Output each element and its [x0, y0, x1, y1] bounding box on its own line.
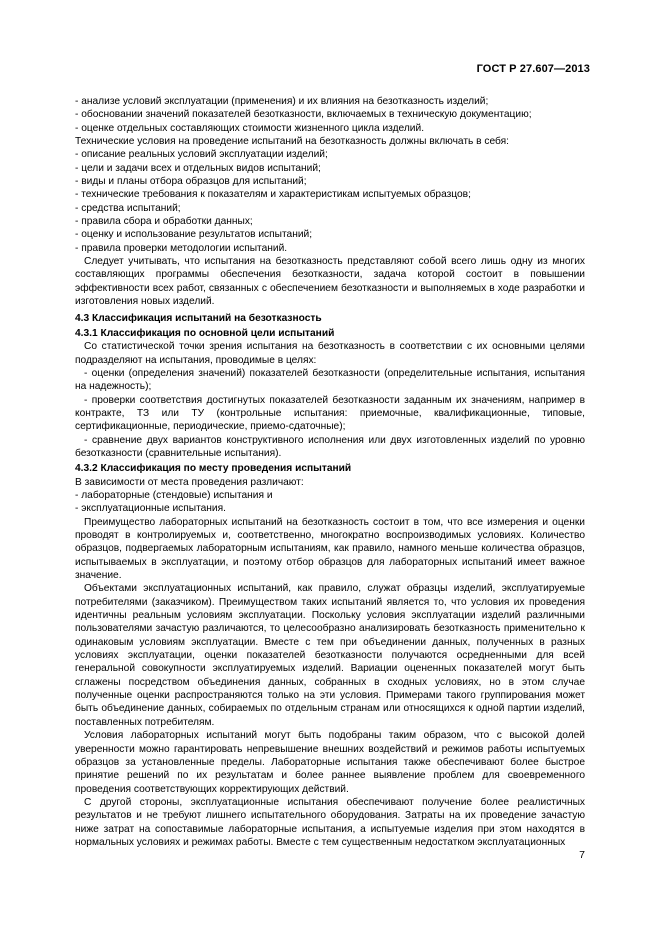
paragraph: Преимущество лабораторных испытаний на безотказность состоит в том, что все измерения и оценки проводят в контролируемых и, соответственно, многократно воспроизводимых условиях. Количество образцов, подвергаемых лабораторным испытаниям, как правило, намного меньше количества образцов, испытываемых в эксплуатации, и поэтому отбор образцов для лабораторных испытаний имеет важное значение. [75, 516, 585, 582]
paragraph: - сравнение двух вариантов конструктивного исполнения или двух изготовленных изделий по уровню безотказности (сравнительные испытания). [75, 434, 585, 459]
list-item: - правила проверки методологии испытаний. [75, 242, 288, 254]
list-item: - эксплуатационные испытания. [75, 503, 226, 515]
paragraph: Условия лабораторных испытаний могут быть подобраны таким образом, что с высокой долей уверенности можно гарантировать непревышение внешних воздействий и режимов работы испытуемых образцов за установленные пределы. Лабораторные испытания также обеспечивают более быстрое принятие решений по их результатам и более раннее выявление проблем для своевременного проведения соответствующих корректирующих действий. [75, 730, 585, 795]
paragraph: Следует учитывать, что испытания на безотказность представляют собой всего лишь одну из многих составляющих программы обеспечения безотказности, задача которой состоит в повышении эффективности всех работ, связанных с обеспечением безотказности и выполняемых в ходе разработки и изготовления новых изделий. [75, 256, 585, 308]
list-item: - обосновании значений показателей безотказности, включаемых в техническую документацию; [75, 109, 532, 121]
list-item: - цели и задачи всех и отдельных видов испытаний; [75, 162, 321, 174]
paragraph: Объектами эксплуатационных испытаний, как правило, служат образцы изделий, эксплуатируемые потребителями (заказчиком). Преимуществом таких испытаний является то, что условия их проведения идентичны реальным условиям эксплуатации. Поскольку условия эксплуатации изделий различными пользователями зачастую различаются, то целесообразно анализировать безотказность применительно к одинаковым условиям эксплуатации. Вместе с тем при объединении данных, полученных в разных условиях эксплуатации, оценки показателей безотказности получаются осредненными для всей генеральной совокупности эксплуатируемых изделий. Вариации оцененных показателей могут быть сглажены посредством объединения данных, собранных в сходных условиях, но в этом случае полученные оценки распространяются только на эти условия. Примерами такого группирования может быть объединение данных, собираемых по отдельным странам или относящихся к одной партии изделий, поставленных потребителям. [75, 583, 585, 728]
list-item: - виды и планы отбора образцов для испытаний; [75, 176, 307, 188]
list-item: - анализе условий эксплуатации (применения) и их влияния на безотказность изделий; [75, 96, 489, 107]
subsection-heading: 4.3.1 Классификация по основной цели испытаний [75, 327, 335, 339]
list-item: - оценку и использование результатов испытаний; [75, 229, 313, 241]
page-number: 7 [579, 849, 585, 861]
paragraph: Со статистической точки зрения испытания на безотказность в соответствии с их основными целями подразделяют на испытания, проводимые в целях: [75, 341, 585, 366]
section-heading: 4.3 Классификация испытаний на безотказность [75, 312, 322, 324]
paragraph: Технические условия на проведение испытаний на безотказность должны включать в себя: [75, 136, 509, 148]
list-item: - оценке отдельных составляющих стоимости жизненного цикла изделий. [75, 122, 425, 134]
document-body [75, 95, 585, 849]
paragraph: - оценки (определения значений) показателей безотказности (определительные испытания, испытания на надежность); [75, 367, 585, 393]
paragraph: С другой стороны, эксплуатационные испытания обеспечивают получение более реалистичных результатов и не требуют лишнего испытательного оборудования. Затраты на их проведение зачастую ниже затрат на сопоставимые лабораторные испытания, а испытуемые изделия при этом находятся в нормальных условиях и режимах работы. Вместе с тем существенным недостатком эксплуатационных [75, 796, 585, 848]
list-item: - лабораторные (стендовые) испытания и [75, 489, 273, 501]
list-item: - технические требования к показателям и характеристикам испытуемых образцов; [75, 189, 471, 201]
standard-code-header: ГОСТ Р 27.607—2013 [476, 63, 590, 75]
list-item: - средства испытаний; [75, 202, 181, 214]
paragraph: - проверки соответствия достигнутых показателей безотказности заданным их значениям, например в контракте, ТЗ или ТУ (контрольные испытания: приемочные, квалификационные, типовые, сертификационные, периодические, приемо-сдаточные); [75, 394, 585, 433]
list-item: - правила сбора и обработки данных; [75, 216, 253, 228]
paragraph: В зависимости от места проведения различают: [75, 476, 304, 488]
list-item: - описание реальных условий эксплуатации изделий; [75, 149, 328, 161]
subsection-heading: 4.3.2 Классификация по месту проведения испытаний [75, 463, 352, 475]
